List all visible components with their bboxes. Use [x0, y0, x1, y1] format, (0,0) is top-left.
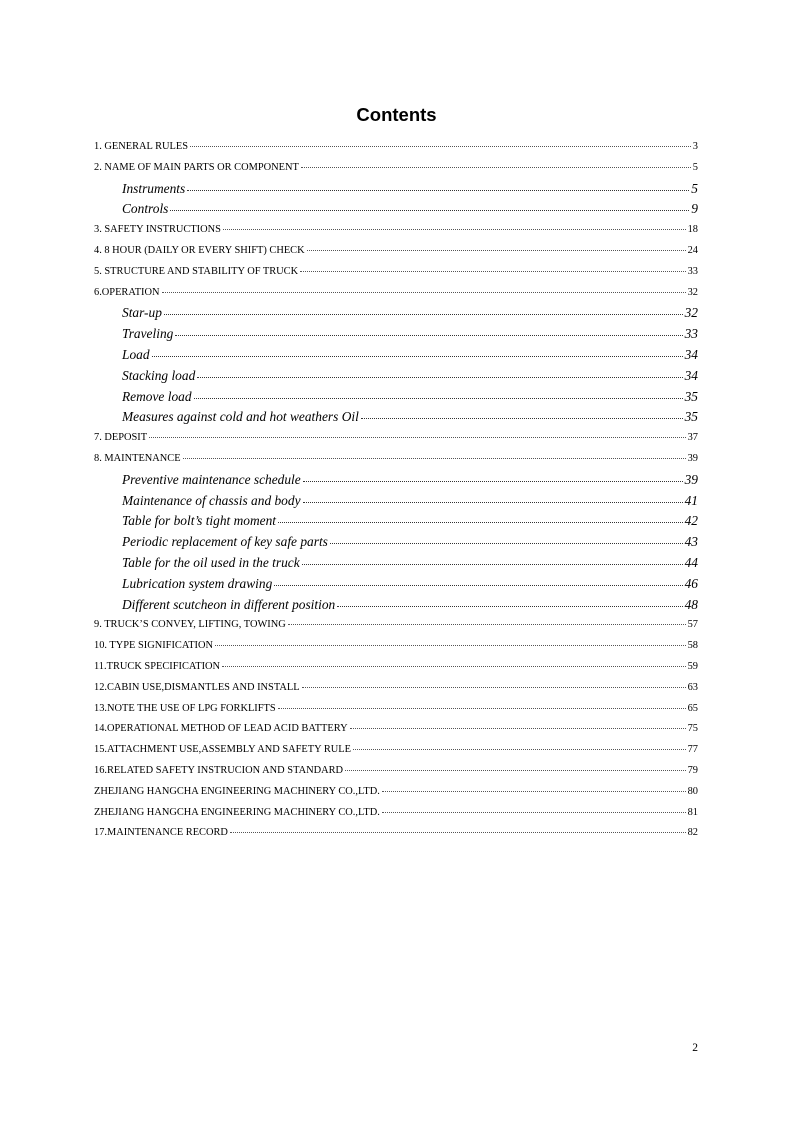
dot-leader — [301, 167, 691, 168]
toc-entry-label: 5. STRUCTURE AND STABILITY OF TRUCK — [94, 265, 299, 277]
toc-entry-label: Instruments — [122, 180, 186, 196]
toc-entry-page: 34 — [684, 346, 698, 362]
toc-entry-page: 32 — [684, 305, 698, 321]
toc-entry-page: 46 — [684, 575, 698, 591]
toc-entry-page: 41 — [684, 492, 698, 508]
toc-entry[interactable] — [94, 761, 698, 782]
toc-entry-label: 7. DEPOSIT — [94, 432, 148, 444]
toc-entry[interactable] — [94, 740, 698, 761]
dot-leader — [152, 356, 683, 357]
toc-entry-page: 35 — [684, 388, 698, 404]
toc-entry-page: 32 — [687, 286, 698, 298]
dot-leader — [302, 687, 686, 688]
toc-entry-label: Load — [122, 346, 150, 362]
dot-leader — [278, 708, 686, 709]
toc-subentry[interactable] — [94, 470, 698, 491]
toc-entry-label: Traveling — [122, 326, 174, 342]
toc-entry-page: 35 — [684, 409, 698, 425]
toc-entry-page: 57 — [687, 619, 698, 631]
dot-leader — [300, 271, 686, 272]
dot-leader — [194, 398, 683, 399]
toc-entry[interactable] — [94, 803, 698, 824]
toc-entry-page: 43 — [684, 534, 698, 550]
toc-entry[interactable] — [94, 283, 698, 304]
page-title: Contents — [356, 104, 437, 125]
toc-entry-page: 77 — [687, 744, 698, 756]
toc-entry[interactable] — [94, 719, 698, 740]
toc-entry-page: 24 — [687, 244, 698, 256]
dot-leader — [345, 770, 686, 771]
toc-entry-label: 6.OPERATION — [94, 286, 160, 298]
dot-leader — [183, 458, 686, 459]
toc-entry[interactable] — [94, 636, 698, 657]
toc-entry[interactable] — [94, 449, 698, 470]
toc-subentry[interactable] — [94, 595, 698, 616]
toc-entry[interactable] — [94, 137, 698, 158]
toc-entry-page: 58 — [687, 640, 698, 652]
toc-entry-label: Maintenance of chassis and body — [122, 492, 301, 508]
toc-entry[interactable] — [94, 158, 698, 179]
dot-leader — [230, 832, 686, 833]
toc-entry-label: 2. NAME OF MAIN PARTS OR COMPONENT — [94, 161, 299, 173]
dot-leader — [215, 645, 686, 646]
toc-entry-page: 5 — [691, 180, 698, 196]
toc-entry-page: 65 — [687, 702, 698, 714]
toc-subentry[interactable] — [94, 511, 698, 532]
toc-subentry[interactable] — [94, 345, 698, 366]
toc-entry[interactable] — [94, 782, 698, 803]
toc-entry-label: Preventive maintenance schedule — [122, 471, 301, 487]
dot-leader — [288, 624, 686, 625]
toc-subentry[interactable] — [94, 387, 698, 408]
toc-entry-label: 9. TRUCK’S CONVEY, LIFTING, TOWING — [94, 619, 286, 631]
dot-leader — [175, 335, 682, 336]
toc-entry-label: 10. TYPE SIGNIFICATION — [94, 640, 214, 652]
toc-subentry[interactable] — [94, 574, 698, 595]
dot-leader — [350, 728, 686, 729]
toc-subentry[interactable] — [94, 491, 698, 512]
toc-entry-page: 33 — [684, 326, 698, 342]
toc-entry-page: 18 — [687, 224, 698, 236]
toc-entry-label: Stacking load — [122, 367, 196, 383]
dot-leader — [302, 564, 683, 565]
toc-entry-page: 9 — [691, 201, 698, 217]
toc-entry[interactable] — [94, 678, 698, 699]
toc-entry-label: 15.ATTACHMENT USE,ASSEMBLY AND SAFETY RULE — [94, 744, 351, 756]
toc-entry-page: 75 — [687, 723, 698, 735]
dot-leader — [190, 146, 691, 147]
dot-leader — [330, 543, 683, 544]
toc-entry-label: 13.NOTE THE USE OF LPG FORKLIFTS — [94, 702, 276, 714]
toc-entry-label: 3. SAFETY INSTRUCTIONS — [94, 224, 221, 236]
toc-entry-label: Remove load — [122, 388, 192, 404]
dot-leader — [223, 229, 686, 230]
toc-entry-label: Measures against cold and hot weathers Oil — [122, 409, 359, 425]
toc-entry[interactable] — [94, 615, 698, 636]
toc-entry[interactable] — [94, 823, 698, 844]
toc-entry-page: 39 — [687, 452, 698, 464]
toc-entry-label: 14.OPERATIONAL METHOD OF LEAD ACID BATTERY — [94, 723, 348, 735]
toc-entry-label: Lubrication system drawing — [122, 575, 273, 591]
dot-leader — [274, 585, 682, 586]
toc-entry[interactable] — [94, 657, 698, 678]
toc-entry[interactable] — [94, 699, 698, 720]
table-of-contents — [94, 137, 698, 844]
toc-subentry[interactable] — [94, 553, 698, 574]
toc-entry-label: 1. GENERAL RULES — [94, 141, 188, 152]
toc-entry-label: 12.CABIN USE,DISMANTLES AND INSTALL — [94, 681, 300, 693]
dot-leader — [303, 502, 683, 503]
toc-subentry[interactable] — [94, 303, 698, 324]
dot-leader — [307, 250, 686, 251]
toc-entry-page: 44 — [684, 554, 698, 570]
toc-entry-page: 81 — [687, 806, 698, 818]
toc-entry-page: 39 — [684, 471, 698, 487]
dot-leader — [149, 437, 685, 438]
dot-leader — [162, 292, 686, 293]
dot-leader — [164, 314, 683, 315]
toc-entry-label: Different scutcheon in different position — [122, 596, 336, 612]
toc-entry-page: 34 — [684, 367, 698, 383]
toc-entry-label: Table for bolt’s tight moment — [122, 513, 277, 529]
toc-entry-label: 8. MAINTENANCE — [94, 452, 181, 464]
toc-entry[interactable] — [94, 428, 698, 449]
dot-leader — [278, 522, 683, 523]
toc-entry-label: Periodic replacement of key safe parts — [122, 534, 328, 550]
toc-entry-page: 82 — [687, 827, 698, 839]
toc-entry-page: 59 — [687, 660, 698, 672]
toc-entry-label: 4. 8 HOUR (DAILY OR EVERY SHIFT) CHECK — [94, 244, 305, 256]
toc-entry-page: 79 — [687, 764, 698, 776]
page-number: 2 — [692, 1042, 698, 1054]
toc-entry-page: 5 — [692, 161, 698, 173]
dot-leader — [361, 418, 683, 419]
toc-entry-label: ZHEJIANG HANGCHA ENGINEERING MACHINERY CO.,LTD. — [94, 785, 380, 797]
toc-entry-label: ZHEJIANG HANGCHA ENGINEERING MACHINERY CO.,LTD. — [94, 806, 380, 818]
toc-entry-label: 16.RELATED SAFETY INSTRUCION AND STANDARD — [94, 764, 344, 776]
toc-entry[interactable] — [94, 241, 698, 262]
toc-entry-page: 63 — [687, 681, 698, 693]
toc-entry-page: 42 — [684, 513, 698, 529]
dot-leader — [170, 210, 689, 211]
dot-leader — [187, 190, 689, 191]
toc-subentry[interactable] — [94, 199, 698, 220]
toc-entry-page: 80 — [687, 785, 698, 797]
toc-entry-page: 3 — [692, 141, 698, 152]
toc-subentry[interactable] — [94, 179, 698, 200]
toc-subentry[interactable] — [94, 532, 698, 553]
dot-leader — [222, 666, 686, 667]
toc-entry-page: 33 — [687, 265, 698, 277]
dot-leader — [382, 791, 686, 792]
toc-entry-page: 48 — [684, 596, 698, 612]
toc-entry-label: 11.TRUCK SPECIFICATION — [94, 660, 221, 672]
toc-entry-label: 17.MAINTENANCE RECORD — [94, 827, 228, 839]
toc-entry-page: 37 — [687, 432, 698, 444]
toc-entry-label: Controls — [122, 201, 169, 217]
dot-leader — [197, 377, 682, 378]
dot-leader — [337, 606, 682, 607]
toc-subentry[interactable] — [94, 366, 698, 387]
toc-subentry[interactable] — [94, 324, 698, 345]
toc-subentry[interactable] — [94, 407, 698, 428]
dot-leader — [303, 481, 683, 482]
dot-leader — [353, 749, 686, 750]
dot-leader — [382, 812, 686, 813]
toc-entry-label: Star-up — [122, 305, 162, 321]
toc-entry-label: Table for the oil used in the truck — [122, 554, 300, 570]
toc-entry[interactable] — [94, 220, 698, 241]
toc-entry[interactable] — [94, 262, 698, 283]
